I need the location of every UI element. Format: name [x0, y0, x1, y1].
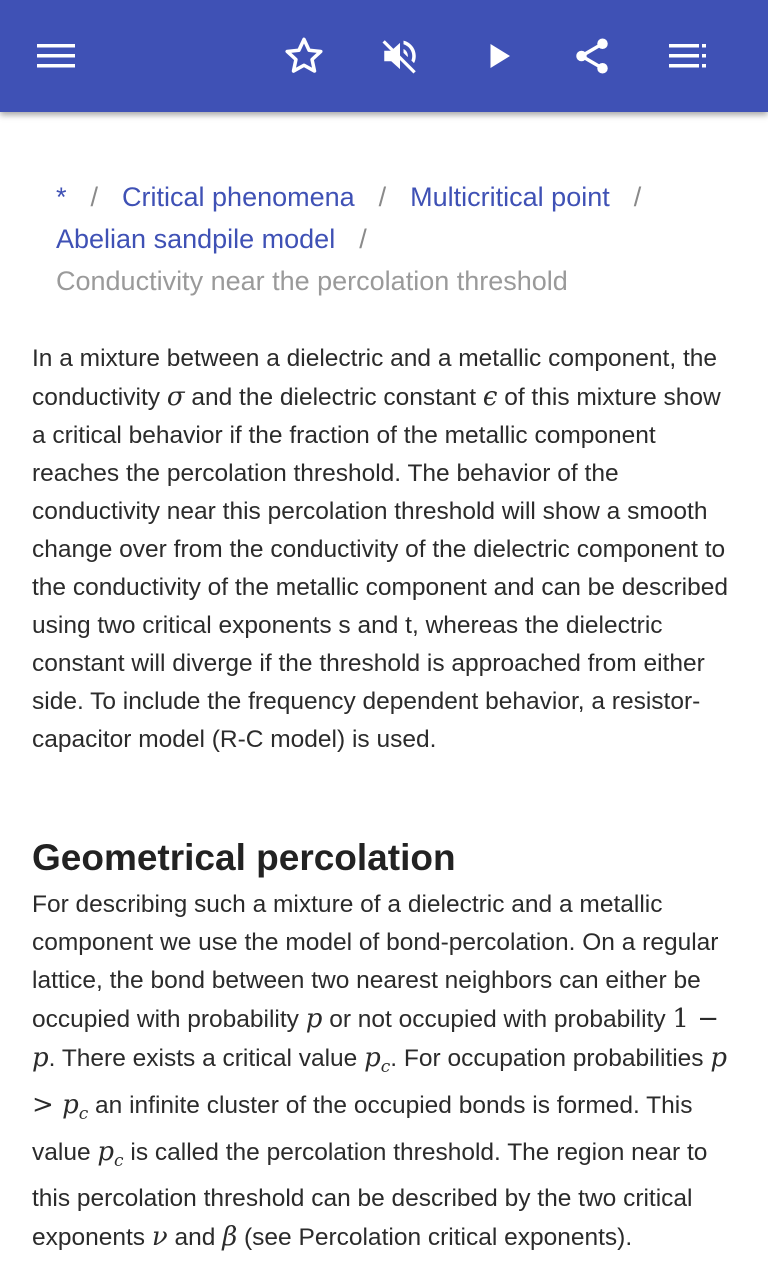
- play-icon: [480, 38, 516, 74]
- intro-paragraph: [32, 340, 738, 759]
- section-text: (see Percolation critical exponents).: [237, 1224, 633, 1251]
- star-outline-icon: [283, 35, 325, 77]
- section-text: an infinite cluster of the occupied bonds is formed. This value: [32, 1092, 693, 1166]
- math-p: p: [305, 1004, 323, 1034]
- math-nu: ν: [151, 1222, 168, 1252]
- play-button[interactable]: [470, 28, 526, 84]
- breadcrumb-current: Conductivity near the percolation threshold: [56, 266, 568, 296]
- math-beta: β: [222, 1222, 238, 1252]
- breadcrumb-separator: /: [633, 182, 642, 212]
- section-text: or not occupied with probability: [322, 1006, 673, 1033]
- app-bar: [0, 0, 768, 112]
- math-one-minus: 1 −: [672, 1004, 719, 1034]
- math-subscript-c: c: [380, 1057, 391, 1077]
- contents-button[interactable]: [660, 28, 716, 84]
- intro-text: and the dielectric constant: [184, 384, 483, 411]
- favorite-button[interactable]: [276, 28, 332, 84]
- section-text: . There exists a critical value: [48, 1045, 365, 1072]
- math-sigma: σ: [166, 382, 185, 412]
- math-pc: [62, 1090, 89, 1124]
- intro-text: of this mixture show a critical behavior if the fraction of the metallic component reaches the percolation threshold. The behavior of the conductivity near this percolation threshold will show a smooth change over from the conductivity of the dielectric component to the conductivity of the metallic component and can be described using two critical exponents s and t, whereas the dielectric constant will diverge if the threshold is approached from either side. To include the frequency dependent behavior, a resistor-capacitor model (R-C model) is used.: [32, 384, 728, 753]
- section-text: is called the percolation threshold. The region near to this percolation threshold can be described by the two critical exponents: [32, 1139, 708, 1251]
- math-epsilon: ϵ: [482, 382, 498, 412]
- section-text: . For occupation probabilities: [390, 1045, 711, 1072]
- breadcrumb-critical-phenomena[interactable]: Critical phenomena: [122, 182, 355, 212]
- math-pc: [364, 1043, 391, 1077]
- section-text: For describing such a mixture of a dielectric and a metallic component we use the model of bond-percolation. On a regular lattice, the bond between two nearest neighbors can either be occupied with probability: [32, 891, 719, 1033]
- breadcrumb-separator: /: [90, 182, 99, 212]
- section-text: and: [167, 1224, 223, 1251]
- breadcrumb-abelian-sandpile[interactable]: Abelian sandpile model: [56, 224, 336, 254]
- math-pc: [97, 1137, 124, 1171]
- menu-button[interactable]: [28, 28, 84, 84]
- math-p: p: [97, 1137, 115, 1167]
- breadcrumb-multicritical-point[interactable]: Multicritical point: [410, 182, 610, 212]
- playlist-icon: [668, 42, 708, 70]
- menu-icon: [36, 41, 76, 71]
- math-greater-than: >: [32, 1090, 63, 1120]
- math-p: p: [364, 1043, 381, 1073]
- breadcrumb-separator: /: [359, 224, 367, 254]
- math-p: p: [62, 1090, 79, 1120]
- section-paragraph: [32, 886, 738, 1257]
- math-subscript-c: c: [78, 1104, 89, 1124]
- breadcrumb: [56, 176, 746, 302]
- math-p: p: [710, 1043, 727, 1073]
- math-p: p: [32, 1043, 49, 1073]
- mute-button[interactable]: [372, 28, 428, 84]
- breadcrumb-separator: /: [378, 182, 387, 212]
- volume-off-icon: [379, 35, 421, 77]
- breadcrumb-home[interactable]: *: [56, 182, 67, 212]
- section-heading: Geometrical percolation: [32, 837, 456, 878]
- share-icon: [571, 35, 613, 77]
- math-subscript-c: c: [114, 1151, 124, 1171]
- share-button[interactable]: [564, 28, 620, 84]
- intro-text: In a mixture between a dielectric and a metallic component, the conductivity: [32, 345, 718, 411]
